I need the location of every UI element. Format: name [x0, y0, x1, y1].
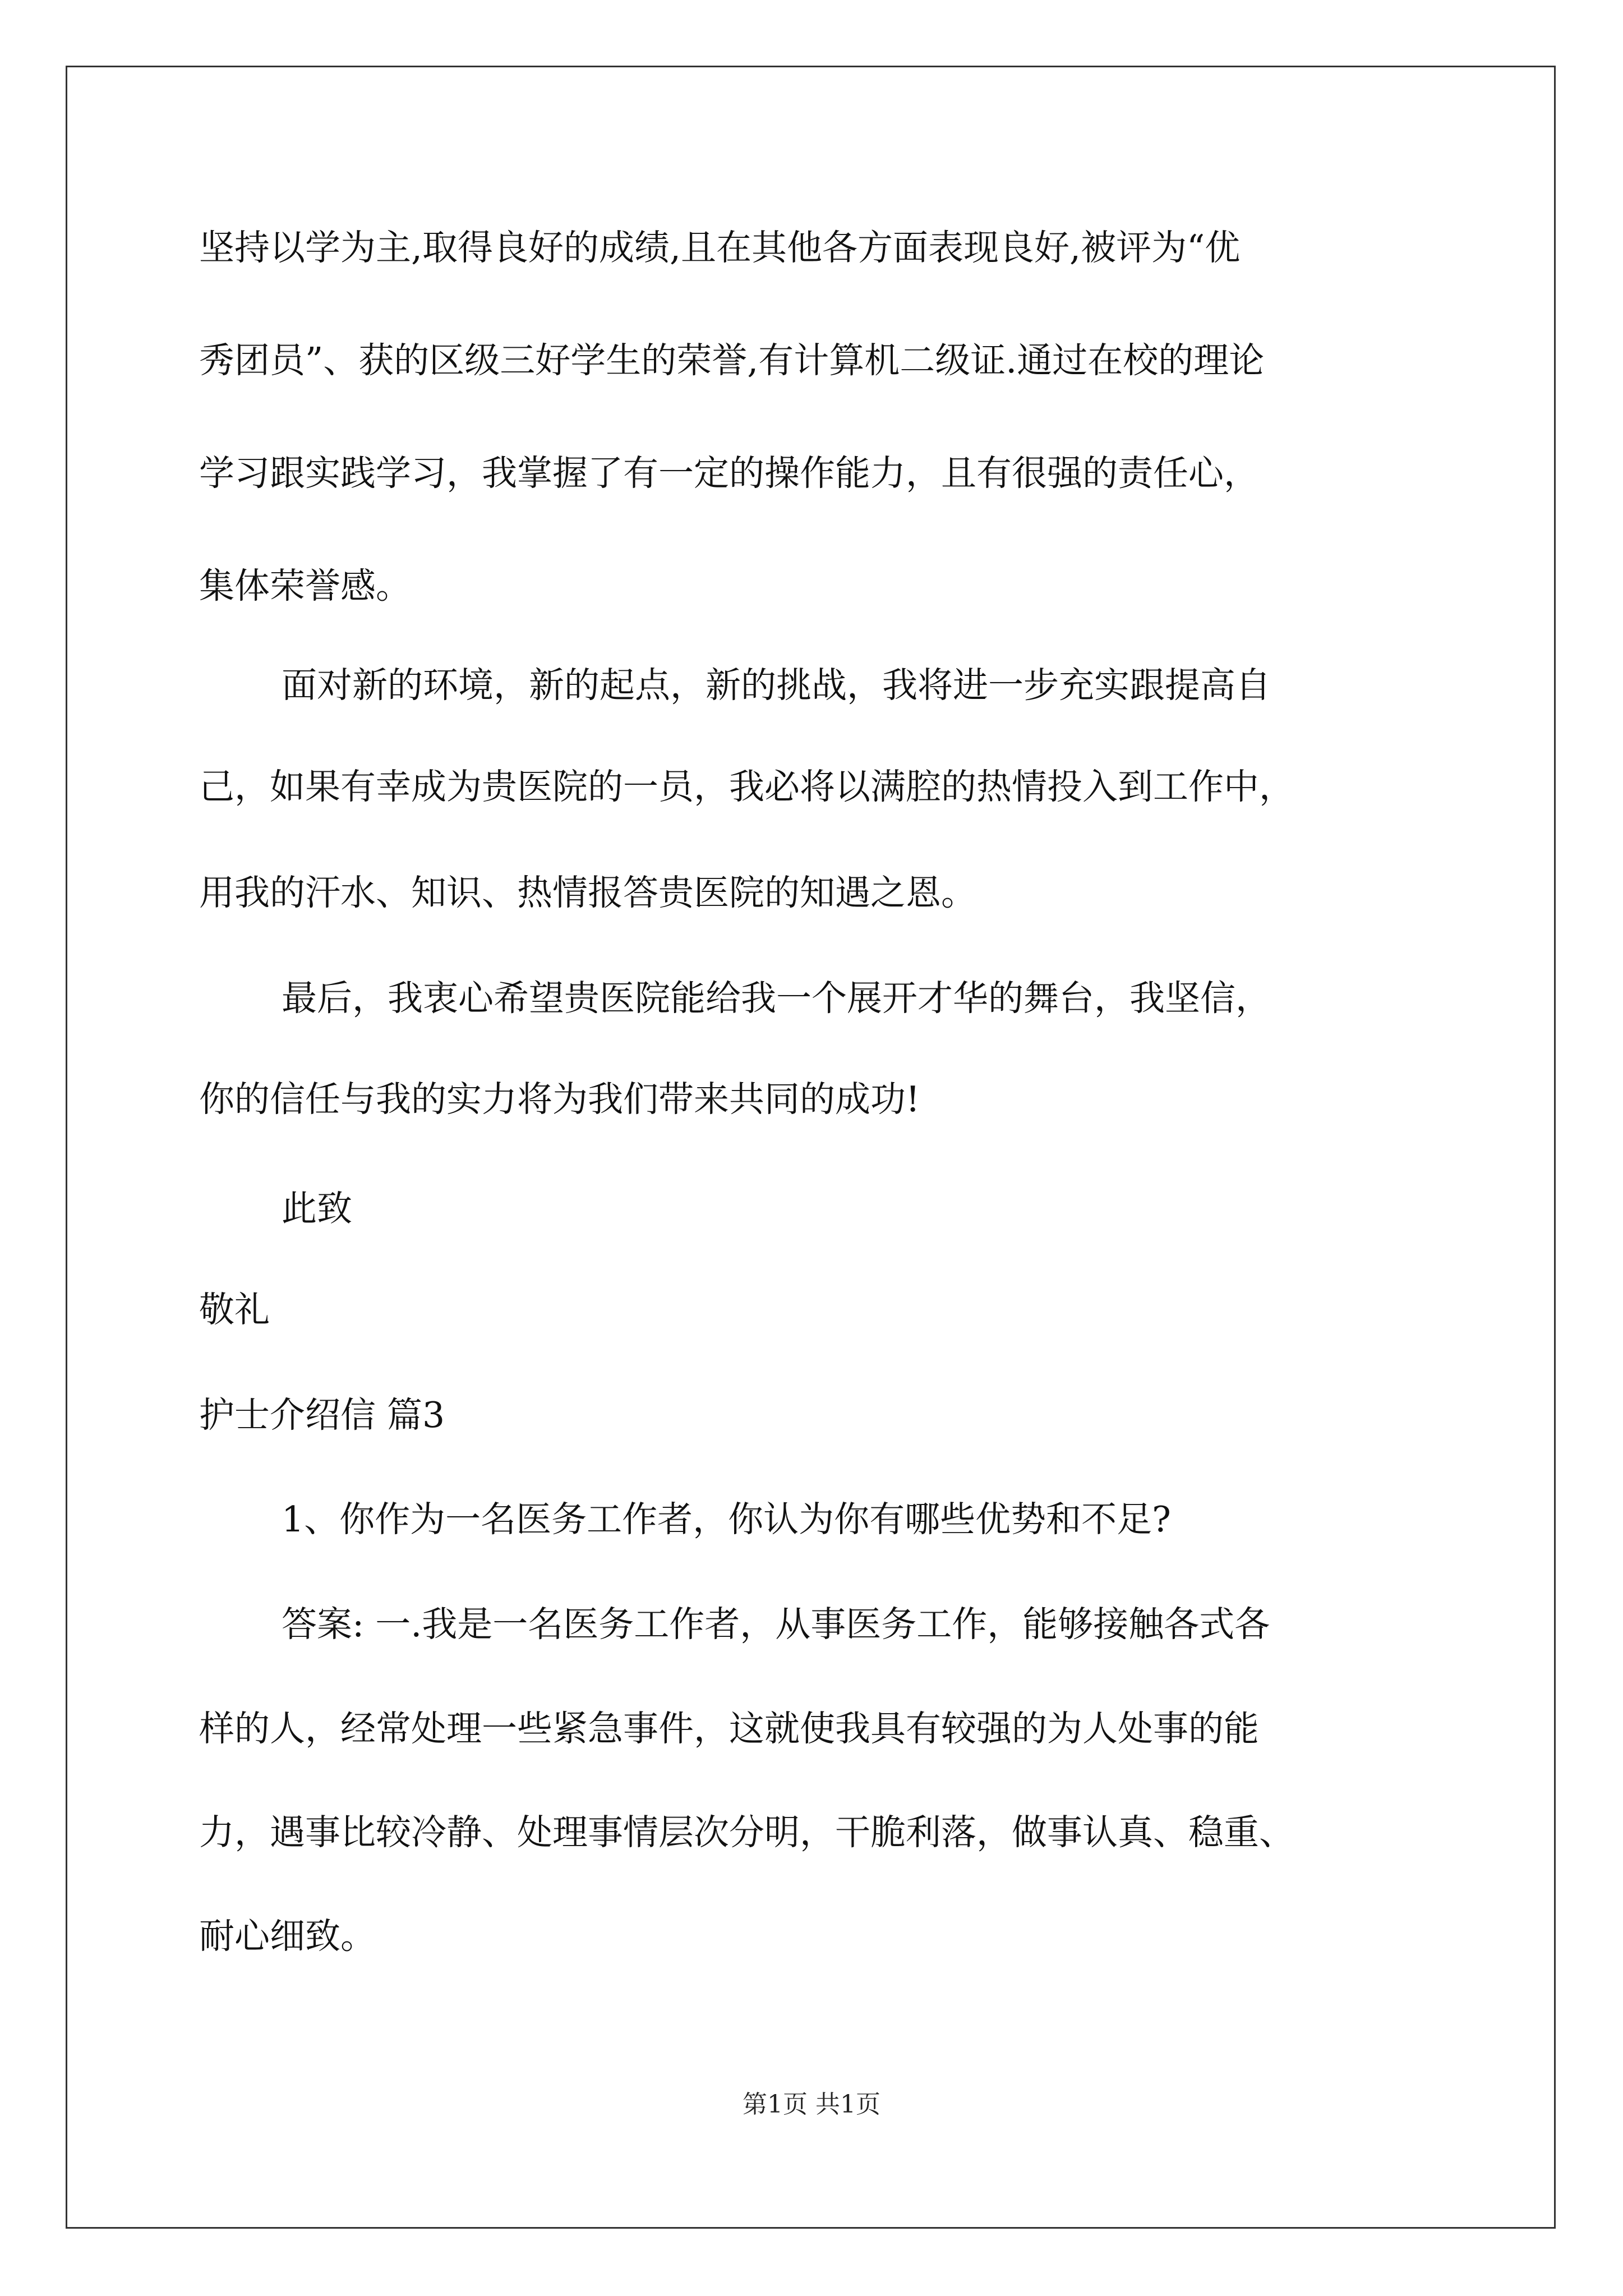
paragraph-start-line: 答案: 一.我是一名医务工作者，从事医务工作，能够接触各式各 — [282, 1604, 1270, 1645]
paragraph-start-line: 面对新的环境，新的起点，新的挑战，我将进一步充实跟提高自 — [282, 665, 1271, 706]
body-line: 样的人，经常处理一些紧急事件，这就使我具有较强的为人处事的能 — [199, 1708, 1259, 1749]
section-heading: 护士介绍信 篇3 — [199, 1395, 445, 1435]
question-line: 1、你作为一名医务工作者，你认为你有哪些优势和不足? — [282, 1499, 1171, 1540]
page-border — [66, 66, 1556, 2229]
body-line: 学习跟实践学习，我掌握了有一定的操作能力，且有很强的责任心， — [199, 453, 1259, 494]
body-line: 用我的汗水、知识、热情报答贵医院的知遇之恩。 — [199, 872, 976, 913]
body-line: 力，遇事比较冷静、处理事情层次分明，干脆利落，做事认真、稳重、 — [199, 1812, 1294, 1853]
body-line: 己，如果有幸成为贵医院的一员，我必将以满腔的热情投入到工作中， — [199, 766, 1294, 807]
closing-salutation: 此致 — [282, 1188, 352, 1229]
paragraph-start-line: 最后，我衷心希望贵医院能给我一个展开才华的舞台，我坚信， — [282, 978, 1271, 1019]
page-footer: 第1页 共1页 — [743, 2090, 880, 2119]
body-line: 秀团员”、获的区级三好学生的荣誉,有计算机二级证.通过在校的理论 — [199, 340, 1265, 381]
body-line: 集体荣誉感。 — [199, 565, 411, 606]
body-line: 耐心细致。 — [199, 1916, 376, 1957]
body-line: 坚持以学为主,取得良好的成绩,且在其他各方面表现良好,被评为“优 — [199, 227, 1241, 268]
closing-regards: 敬礼 — [199, 1289, 270, 1330]
body-line: 你的信任与我的实力将为我们带来共同的成功! — [199, 1079, 920, 1120]
